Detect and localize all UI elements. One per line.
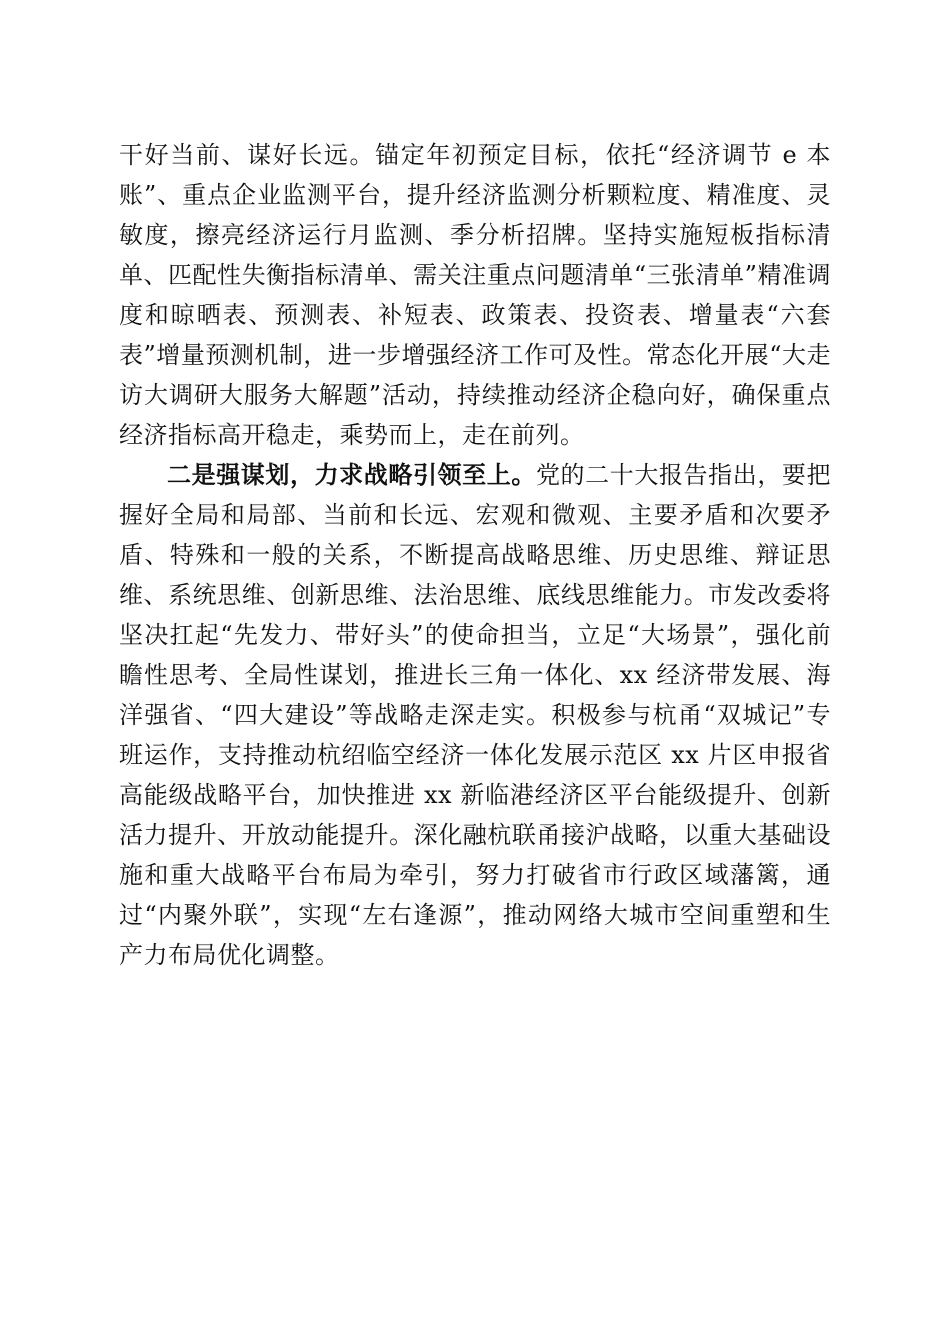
- paragraph-1: [119, 135, 831, 455]
- paragraph-2-lead: 二是强谋划，力求战略引领至上。: [167, 460, 536, 489]
- paragraph-2: [119, 455, 831, 975]
- paragraph-1-text: 干好当前、谋好长远。锚定年初预定目标，依托“经济调节 e 本账”、重点企业监测平台，提升经济监测分析颗粒度、精准度、灵敏度，擦亮经济运行月监测、季分析招牌。坚持实施短板指标清单、匹配性失衡指标清单、需关注重点问题清单“三张清单”精准调度和晾晒表、预测表、补短表、政策表、投资表、增量表“六套表”增量预测机制，进一步增强经济工作可及性。常态化开展“大走访大调研大服务大解题”活动，持续推动经济企稳向好，确保重点经济指标高开稳走，乘势而上，走在前列。: [119, 141, 831, 449]
- document-body: [119, 135, 831, 975]
- paragraph-2-text: 党的二十大报告指出，要把握好全局和局部、当前和长远、宏观和微观、主要矛盾和次要矛盾、特殊和一般的关系，不断提高战略思维、历史思维、辩证思维、系统思维、创新思维、法治思维、底线思维能力。市发改委将坚决扛起“先发力、带好头”的使命担当，立足“大场景”，强化前瞻性思考、全局性谋划，推进长三角一体化、xx 经济带发展、海洋强省、“四大建设”等战略走深走实。积极参与杭甬“双城记”专班运作，支持推动杭绍临空经济一体化发展示范区 xx 片区申报省高能级战略平台，加快推进 xx 新临港经济区平台能级提升、创新活力提升、开放动能提升。深化融杭联甬接沪战略，以重大基础设施和重大战略平台布局为牵引，努力打破省市行政区域藩篱，通过“内聚外联”，实现“左右逢源”，推动网络大城市空间重塑和生产力布局优化调整。: [119, 461, 832, 969]
